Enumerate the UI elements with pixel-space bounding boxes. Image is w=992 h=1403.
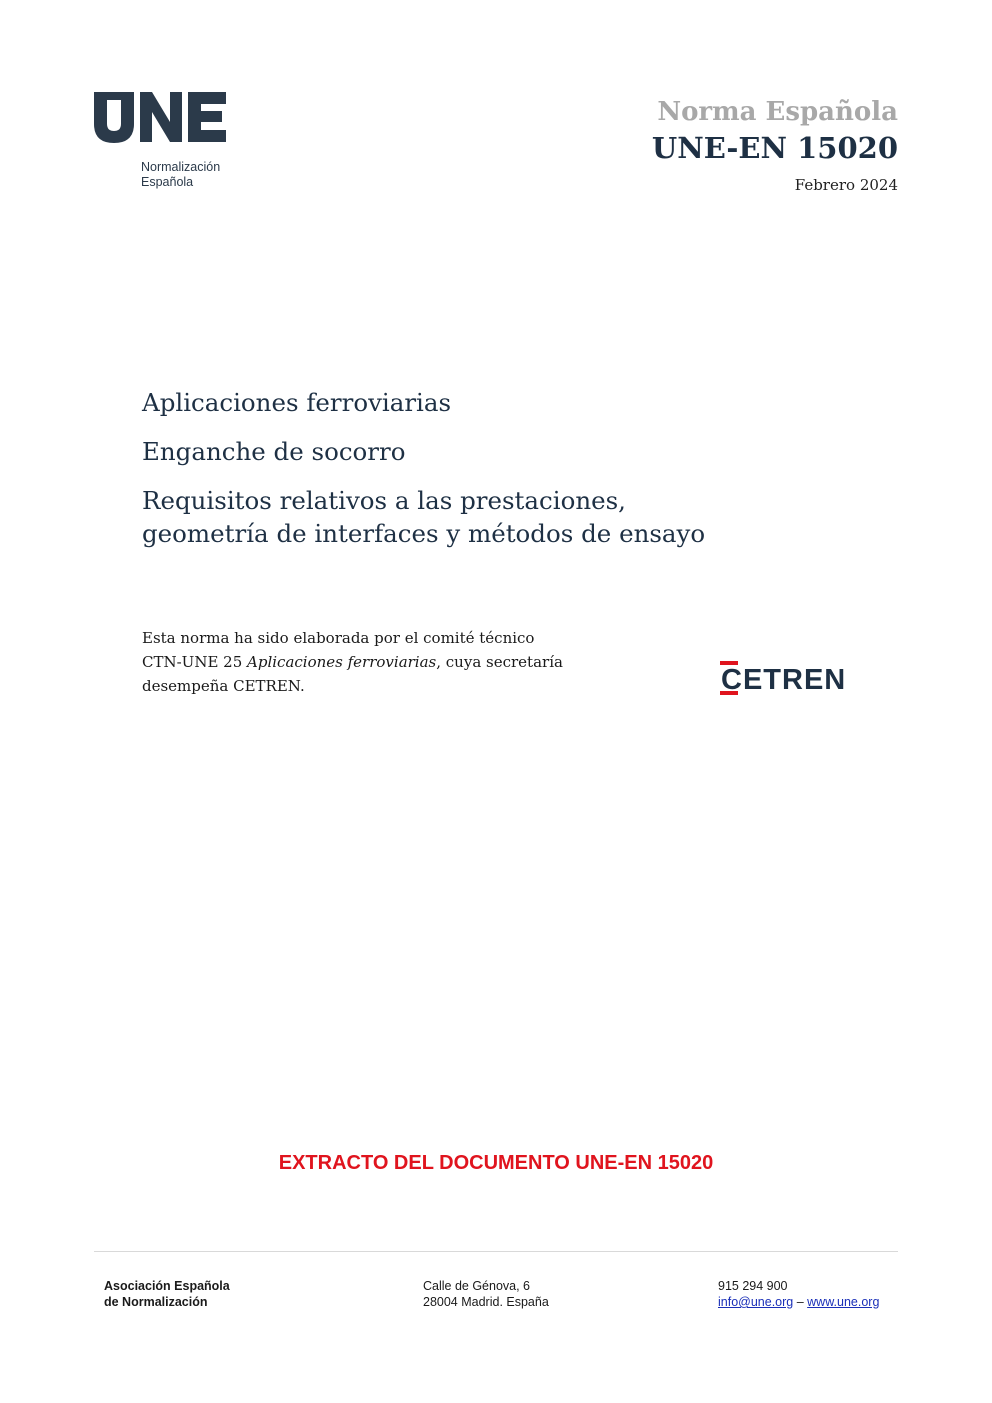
document-code: UNE-EN 15020 [651,131,898,165]
footer-org-line1: Asociación Española [104,1279,230,1293]
title-line: Requisitos relativos a las prestaciones, [142,486,626,515]
footer-links [718,1294,879,1310]
committee-statement [142,626,662,698]
footer-divider [94,1251,898,1252]
une-logo [92,88,232,190]
logo-subtitle-line2: Española [141,175,194,189]
footer-org-line2: de Normalización [104,1295,208,1309]
document-header [652,95,898,195]
footer-organization [104,1278,230,1310]
footer-address-line1: Calle de Génova, 6 [423,1279,531,1293]
title-line: geometría de interfaces y métodos de ensayo [142,519,706,548]
cetren-logo [720,660,862,696]
title-line: Aplicaciones ferroviarias [142,388,452,417]
email-link[interactable]: info@une.org [718,1295,794,1309]
footer-phone: 915 294 900 [718,1279,788,1293]
committee-name: Aplicaciones ferroviarias [247,653,437,671]
document-kind: Norma Española [657,97,898,127]
extract-notice: EXTRACTO DEL DOCUMENTO UNE-EN 15020 [278,1152,714,1174]
footer-address-line2: 28004 Madrid. España [423,1295,549,1309]
footer-address [423,1278,549,1310]
document-titles [142,386,842,566]
committee-line1: Esta norma ha sido elaborada por el comité técnico [142,629,535,647]
website-link[interactable]: www.une.org [807,1295,880,1309]
title-line: Enganche de socorro [142,437,406,466]
footer-separator: – [793,1295,808,1309]
committee-line2 [142,650,662,674]
cetren-logo-text: CETREN [721,664,847,696]
committee-prefix: CTN-UNE 25 [142,653,248,671]
committee-line3: desempeña CETREN. [142,677,305,695]
une-logo-mark [92,88,228,144]
logo-subtitle-line1: Normalización [141,160,221,174]
document-date: Febrero 2024 [794,176,898,194]
footer-contact [718,1278,879,1310]
committee-suffix: , cuya secretaría [436,653,563,671]
